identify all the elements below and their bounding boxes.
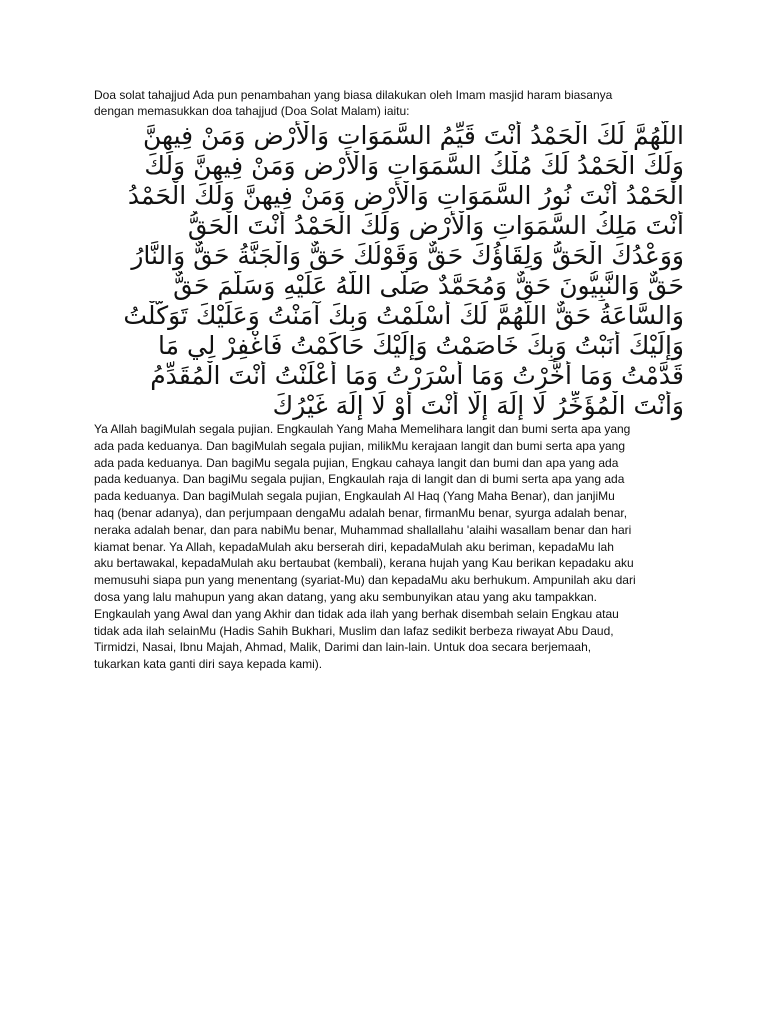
translation-paragraph bbox=[94, 421, 694, 673]
arabic-line: وَلَكَ الْحَمْدُ لَكَ مُلْكُ السَّمَوَاتِ وَالْأَرْضِ وَمَنْ فِيهِنَّ وَلَكَ bbox=[144, 151, 684, 180]
translation-line: aku bertawakal, kepadaMulah aku bertaubat (kembali), kerana hujah yang Kau berikan kepadaku aku bbox=[94, 556, 634, 571]
intro-line: dengan memasukkan doa tahajjud (Doa Solat Malam) iaitu: bbox=[94, 104, 410, 118]
arabic-line: اللَّهُمَّ لَكَ الْحَمْدُ أَنْتَ قَيِّمُ السَّمَوَاتِ وَالْأَرْضِ وَمَنْ فِيهِنَّ bbox=[143, 121, 684, 150]
translation-line: dosa yang lalu mahupun yang akan datang, yang aku sembunyikan atau yang aku tampakkan. bbox=[94, 589, 598, 604]
translation-line: ada pada keduanya. Dan bagiMulah segala pujian, milikMu kerajaan langit dan bumi serta apa yang bbox=[94, 438, 626, 453]
translation-line: haq (benar adanya), dan perjumpaan dengaMu adalah benar, firmanMu benar, syurga adalah benar, bbox=[94, 505, 628, 520]
arabic-line: قَدَّمْتُ وَمَا أَخَّرْتُ وَمَا أَسْرَرْتُ وَمَا أَعْلَنْتُ أَنْتَ الْمُقَدِّمُ bbox=[150, 361, 684, 390]
translation-line: pada keduanya. Dan bagiMulah segala pujian, Engkaulah Al Haq (Yang Maha Benar), dan janjiMu bbox=[94, 489, 615, 504]
translation-line: ada pada keduanya. Dan bagiMu segala pujian, Engkau cahaya langit dan bumi dan apa yang ada bbox=[94, 455, 619, 470]
arabic-line: أَنْتَ مَلِكُ السَّمَوَاتِ وَالْأَرْضِ وَلَكَ الْحَمْدُ أَنْتَ الْحَقُّ bbox=[187, 211, 684, 240]
translation-line: Tirmidzi, Nasai, Ibnu Majah, Ahmad, Malik, Darimi dan lain-lain. Untuk doa secara berjemaah, bbox=[94, 640, 592, 655]
translation-line: neraka adalah benar, dan para nabiMu benar, Muhammad shallallahu 'alaihi wasallam benar dan hari bbox=[94, 522, 632, 537]
arabic-line: وَإِلَيْكَ أَنَبْتُ وَبِكَ خَاصَمْتُ وَإِلَيْكَ حَاكَمْتُ فَاغْفِرْ لِي مَا bbox=[158, 331, 684, 360]
document-body bbox=[94, 87, 684, 673]
translation-line: Ya Allah bagiMulah segala pujian. Engkaulah Yang Maha Memelihara langit dan bumi serta apa yang bbox=[94, 422, 631, 436]
arabic-line: وَوَعْدُكَ الْحَقُّ وَلِقَاؤُكَ حَقٌّ وَقَوْلُكَ حَقٌّ وَالْجَنَّةُ حَقٌّ وَالنَّارُ bbox=[131, 241, 684, 270]
intro-paragraph bbox=[94, 87, 684, 119]
arabic-line: وَأَنْتَ الْمُؤَخِّرُ لَا إِلَهَ إِلَّا أَنْتَ أَوْ لَا إِلَهَ غَيْرُكَ bbox=[272, 391, 684, 420]
intro-line: Doa solat tahajjud Ada pun penambahan yang biasa dilakukan oleh Imam masjid haram biasanya bbox=[94, 88, 613, 102]
arabic-line: حَقٌّ وَالنَّبِيُّونَ حَقٌّ وَمُحَمَّدٌ صَلَّى اللَّهُ عَلَيْهِ وَسَلَّمَ حَقٌّ bbox=[173, 271, 684, 300]
translation-line: tukarkan kata ganti diri saya kepada kami). bbox=[94, 657, 323, 672]
translation-line: tidak ada ilah selainMu (Hadis Sahih Bukhari, Muslim dan lafaz sedikit berbeza riwayat Abu Daud, bbox=[94, 623, 614, 638]
translation-line: Engkaulah yang Awal dan yang Akhir dan tidak ada ilah yang berhak disembah selain Engkau atau bbox=[94, 606, 619, 621]
translation-line: pada keduanya. Dan bagiMu segala pujian, Engkaulah raja di langit dan di bumi serta apa yang ada bbox=[94, 472, 625, 487]
translation-line: kiamat benar. Ya Allah, kepadaMulah aku berserah diri, kepadaMulah aku beriman, kepadaMu lah bbox=[94, 539, 614, 554]
arabic-prayer-text bbox=[94, 121, 684, 421]
arabic-line: الْحَمْدُ أَنْتَ نُورُ السَّمَوَاتِ وَالْأَرْضِ وَمَنْ فِيهِنَّ وَلَكَ الْحَمْدُ bbox=[127, 181, 684, 210]
arabic-line: وَالسَّاعَةُ حَقٌّ اللَّهُمَّ لَكَ أَسْلَمْتُ وَبِكَ آمَنْتُ وَعَلَيْكَ تَوَكَّلْتُ bbox=[123, 301, 684, 330]
translation-line: memusuhi siapa pun yang menentang (syariat-Mu) dan kepadaMu aku berhukum. Ampunilah aku dari bbox=[94, 573, 636, 588]
